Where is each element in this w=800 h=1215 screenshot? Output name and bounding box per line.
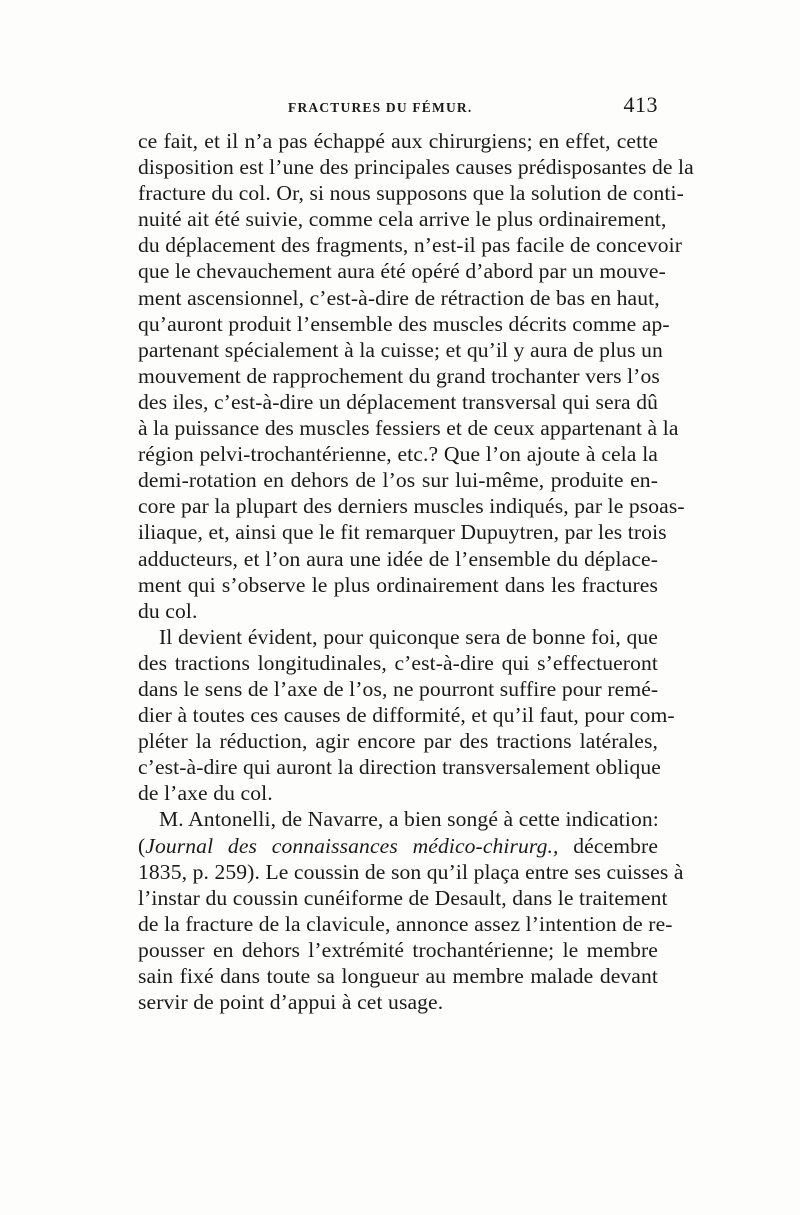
text-line: pléter la réduction, agir encore par des tractions latérales,	[138, 729, 658, 754]
text-line: des iles, c’est-à-dire un déplacement transversal qui sera dû	[138, 389, 658, 414]
paragraph-1	[138, 128, 694, 624]
citation-journal-title: Journal des connaissances médico-chirurg.,	[145, 833, 559, 858]
text-line: ce fait, et il n’a pas échappé aux chirurgiens; en effet, cette	[138, 129, 658, 153]
text-line: servir de point d’appui à cet usage.	[138, 990, 444, 1015]
text-line: dier à toutes ces causes de difformité, et qu’il faut, pour com-	[138, 703, 675, 728]
text-line: nuité ait été suivie, comme cela arrive le plus ordinairement,	[138, 207, 667, 232]
page-header	[138, 92, 658, 122]
text-line: partenant spécialement à la cuisse; et qu’il y aura de plus un	[138, 337, 663, 362]
text-line: Il devient évident, pour quiconque sera de bonne foi, que	[159, 624, 658, 649]
text-line: disposition est l’une des principales causes prédisposantes de la	[138, 155, 694, 180]
text-line: du col.	[138, 598, 198, 623]
text-line: qu’auront produit l’ensemble des muscles décrits comme ap-	[138, 311, 670, 336]
running-head: FRACTURES DU FÉMUR.	[288, 100, 473, 115]
paragraph-2	[138, 624, 675, 807]
text-line: core par la plupart des derniers muscles indiqués, par le psoas-	[138, 494, 685, 519]
text-line: du déplacement des fragments, n’est-il pas facile de concevoir	[138, 233, 683, 258]
page-number: 413	[623, 92, 658, 117]
text-line: fracture du col. Or, si nous supposons que la solution de conti-	[138, 181, 684, 206]
text-line: ment ascensionnel, c’est-à-dire de rétraction de bas en haut,	[138, 285, 660, 310]
citation-date: décembre	[558, 833, 658, 858]
text-line: région pelvi-trochantérienne, etc.? Que l’on ajoute à cela la	[138, 442, 658, 467]
text-line: de la fracture de la clavicule, annonce assez l’intention de re-	[138, 911, 673, 936]
text-line: de l’axe du col.	[138, 781, 273, 806]
text-line: l’instar du coussin cunéiforme de Desault, dans le traitement	[138, 885, 668, 910]
text-line: M. Antonelli, de Navarre, a bien songé à cette indication:	[159, 807, 659, 832]
citation-line	[138, 833, 658, 859]
text-line: ment qui s’observe le plus ordinairement dans les fractures	[138, 572, 658, 597]
text-line: mouvement de rapprochement du grand trochanter vers l’os	[138, 363, 660, 388]
text-line: adducteurs, et l’on aura une idée de l’ensemble du déplace-	[138, 546, 658, 571]
text-line: pousser en dehors l’extrémité trochantérienne; le membre	[138, 937, 658, 962]
text-line: 1835, p. 259). Le coussin de son qu’il plaça entre ses cuisses à	[138, 859, 684, 884]
paragraph-3	[138, 806, 684, 1015]
body-text	[138, 128, 694, 1015]
text-line: à la puissance des muscles fessiers et de ceux appartenant à la	[138, 416, 679, 441]
text-line: c’est-à-dire qui auront la direction transversalement oblique	[138, 755, 661, 780]
text-line: des tractions longitudinales, c’est-à-dire qui s’effectueront	[138, 650, 658, 675]
citation-open: (	[138, 833, 146, 858]
text-line: sain fixé dans toute sa longueur au membre malade devant	[138, 964, 658, 988]
text-line: iliaque, et, ainsi que le fit remarquer Dupuytren, par les trois	[138, 520, 667, 545]
text-line: demi-rotation en dehors de l’os sur lui-même, produite en-	[138, 468, 658, 493]
text-line: dans le sens de l’axe de l’os, ne pourront suffire pour remé-	[138, 676, 659, 701]
text-line: que le chevauchement aura été opéré d’abord par un mouve-	[138, 259, 666, 284]
